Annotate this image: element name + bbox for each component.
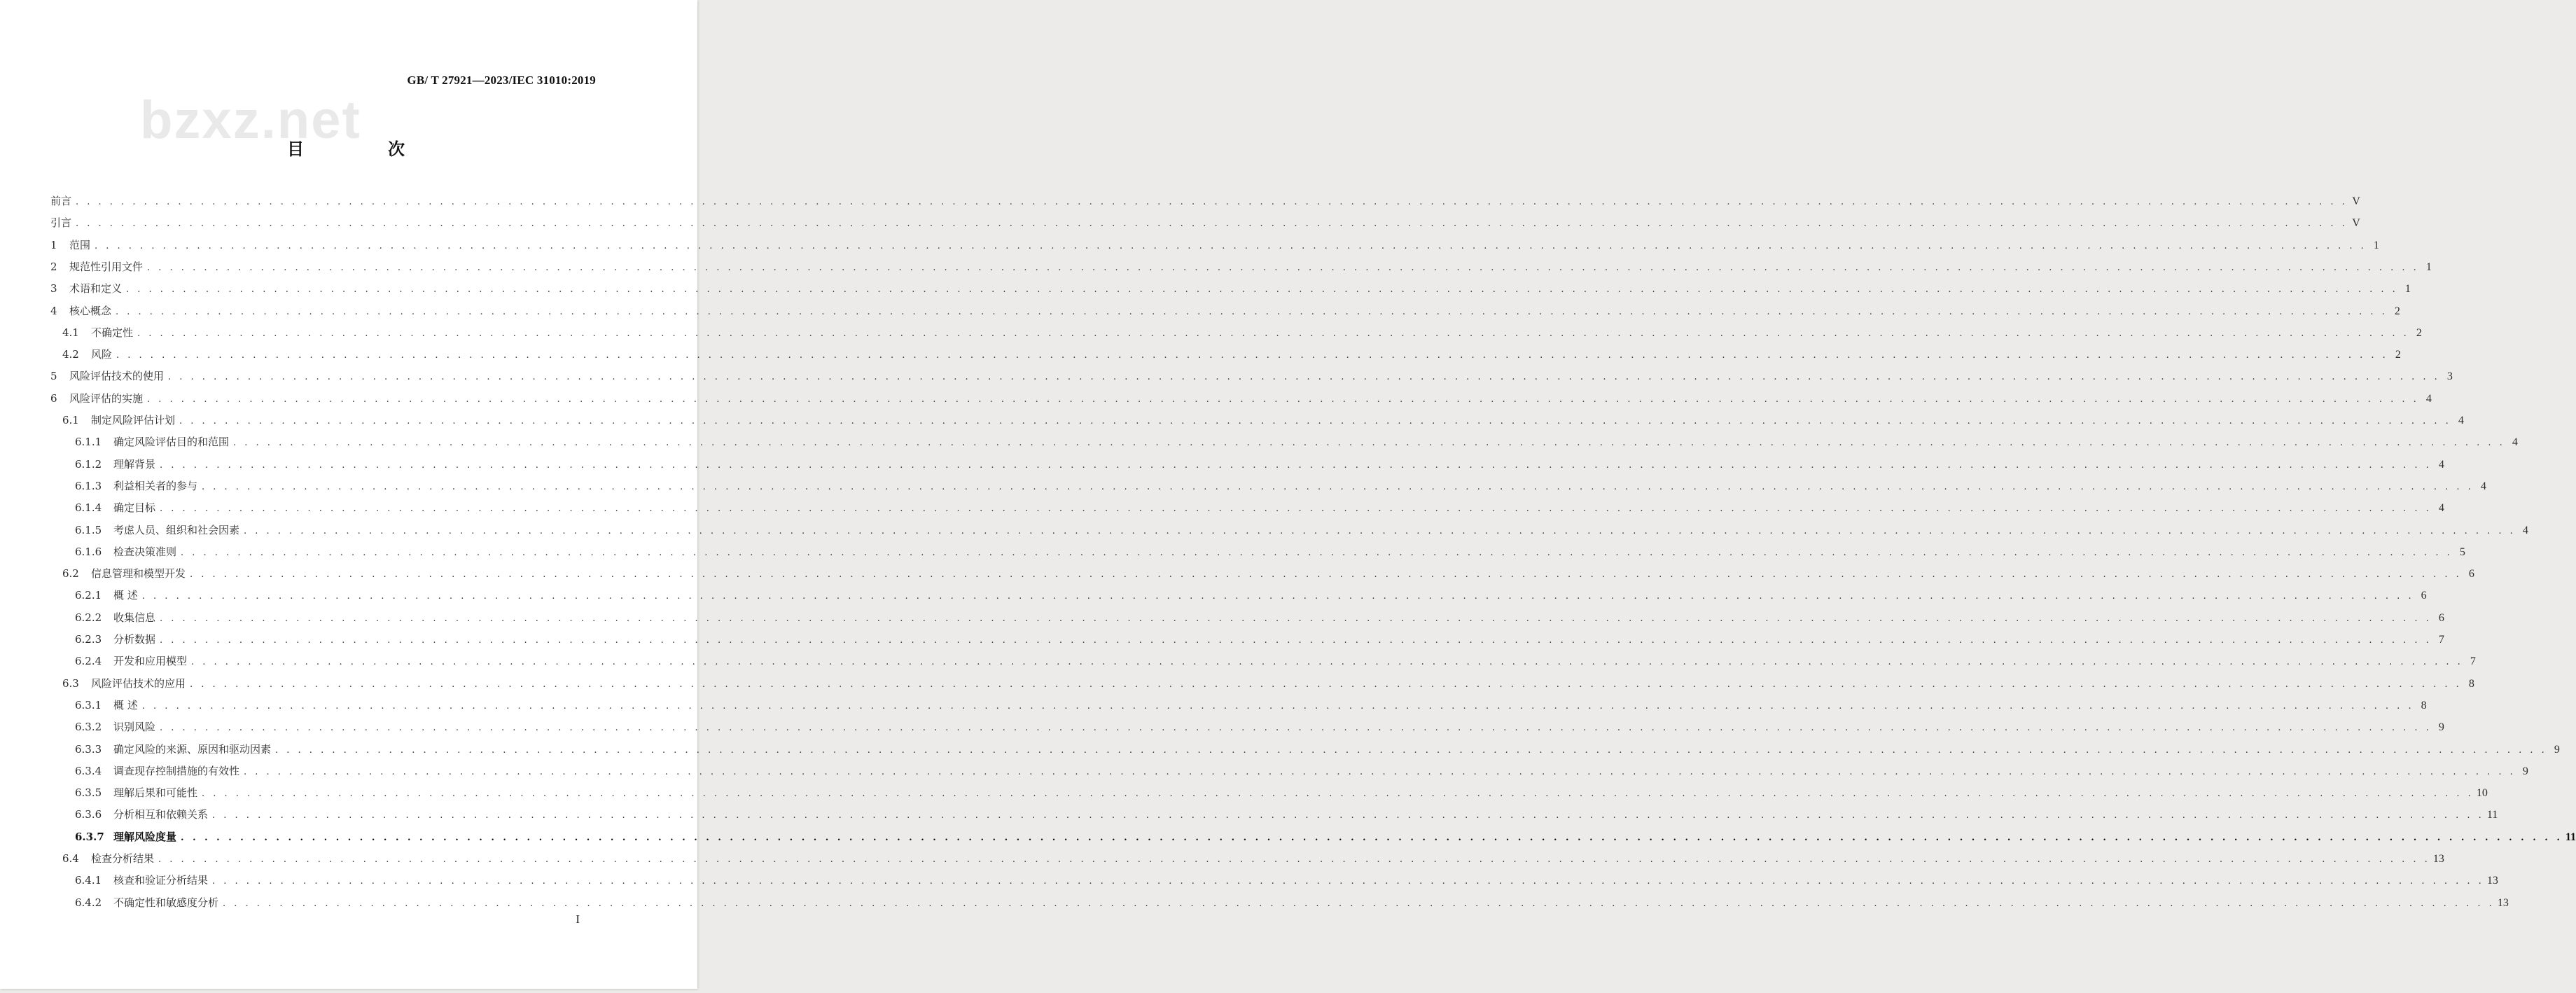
toc-entry-title: 确定风险评估目的和范围: [113, 436, 230, 449]
toc-entry-page: 2: [2395, 349, 2401, 361]
toc-entry-page: 13: [2486, 875, 2498, 887]
toc-dot-leader: . . . . . . . . . . . . . . . . . . . . . . . . . . . . . . . . . . . . . . . . . . . . . . . . . . . . . . . . . . . . . . . . . . . . . . . . . . . . . . . . . . . . . . . . . . . . . . . . . . . . . . . . . . . . . . . . . . . . . . . . . . . . . . . . . . . . . . . . . . . . . . . . . . . . . . . . . . . . . . . . . . . . . . . . . . . . . . . . . . . . . . . . . . . . . . . . . . . . . . . .: [244, 525, 2516, 536]
toc-dot-leader: . . . . . . . . . . . . . . . . . . . . . . . . . . . . . . . . . . . . . . . . . . . . . . . . . . . . . . . . . . . . . . . . . . . . . . . . . . . . . . . . . . . . . . . . . . . . . . . . . . . . . . . . . . . . . . . . . . . . . . . . . . . . . . . . . . . . . . . . . . . . . . . . . . . . . . . . . . . . . . . . . . . . . . . . . . . . . . . . . . . . . . . . . . . . . . . . . . . . . . . .: [223, 898, 2495, 909]
toc-entry-page: 7: [2470, 655, 2476, 668]
toc-entry[interactable]: [75, 497, 2444, 518]
toc-dot-leader: . . . . . . . . . . . . . . . . . . . . . . . . . . . . . . . . . . . . . . . . . . . . . . . . . . . . . . . . . . . . . . . . . . . . . . . . . . . . . . . . . . . . . . . . . . . . . . . . . . . . . . . . . . . . . . . . . . . . . . . . . . . . . . . . . . . . . . . . . . . . . . . . . . . . . . . . . . . . . . . . . . . . . . . . . . . . . . . . . . . . . . . . . . . . . . . . . . . . . . . .: [212, 810, 2484, 821]
toc-entry-number: 6.1.6: [75, 545, 102, 558]
toc-entry-number: 5: [50, 370, 57, 383]
toc-dot-leader: . . . . . . . . . . . . . . . . . . . . . . . . . . . . . . . . . . . . . . . . . . . . . . . . . . . . . . . . . . . . . . . . . . . . . . . . . . . . . . . . . . . . . . . . . . . . . . . . . . . . . . . . . . . . . . . . . . . . . . . . . . . . . . . . . . . . . . . . . . . . . . . . . . . . . . . . . . . . . . . . . . . . . . . . . . . . . . . . . . . . . . . . . . . . . . . . . . . . . . . .: [76, 197, 2348, 207]
toc-entry-page: 4: [2458, 415, 2464, 426]
toc-entry[interactable]: [75, 475, 2486, 496]
toc-entry-number: 6.1.1: [75, 436, 102, 449]
toc-entry[interactable]: [75, 454, 2444, 475]
toc-dot-leader: . . . . . . . . . . . . . . . . . . . . . . . . . . . . . . . . . . . . . . . . . . . . . . . . . . . . . . . . . . . . . . . . . . . . . . . . . . . . . . . . . . . . . . . . . . . . . . . . . . . . . . . . . . . . . . . . . . . . . . . . . . . . . . . . . . . . . . . . . . . . . . . . . . . . . . . . . . . . . . . . . . . . . . . . . . . . . . . . . . . . . . . . . . . . . . . . . . . . . . . .: [202, 789, 2474, 800]
toc-entry-title: 确定目标: [113, 501, 156, 515]
toc-dot-leader: . . . . . . . . . . . . . . . . . . . . . . . . . . . . . . . . . . . . . . . . . . . . . . . . . . . . . . . . . . . . . . . . . . . . . . . . . . . . . . . . . . . . . . . . . . . . . . . . . . . . . . . . . . . . . . . . . . . . . . . . . . . . . . . . . . . . . . . . . . . . . . . . . . . . . . . . . . . . . . . . . . . . . . . . . . . . . . . . . . . . . . . . . . . . . . . . . . . . . . . .: [275, 744, 2547, 756]
toc-entry-number: 6.3: [62, 676, 79, 690]
toc-entry-number: 6.4: [62, 852, 79, 865]
toc-entry-title: 风险评估技术的应用: [91, 676, 186, 690]
toc-entry-number: 6: [50, 391, 57, 405]
toc-entry-page: 1: [2425, 261, 2432, 273]
toc-entry-number: 6.2.2: [75, 611, 102, 624]
toc-entry-title: 概 述: [113, 589, 138, 602]
toc-entry-number: 6.1.5: [75, 523, 102, 536]
toc-entry[interactable]: [75, 826, 2576, 847]
toc-entry-number: 3: [50, 282, 57, 296]
toc-dot-leader: . . . . . . . . . . . . . . . . . . . . . . . . . . . . . . . . . . . . . . . . . . . . . . . . . . . . . . . . . . . . . . . . . . . . . . . . . . . . . . . . . . . . . . . . . . . . . . . . . . . . . . . . . . . . . . . . . . . . . . . . . . . . . . . . . . . . . . . . . . . . . . . . . . . . . . . . . . . . . . . . . . . . . . . . . . . . . . . . . . . . . . . . . . . . . . . . . . . . . . . .: [160, 635, 2432, 646]
toc-entry-page: 4: [2480, 480, 2486, 492]
watermark: bzxz.net: [140, 90, 361, 150]
toc-entry-title: 核查和验证分析结果: [113, 874, 209, 887]
toc-dot-leader: . . . . . . . . . . . . . . . . . . . . . . . . . . . . . . . . . . . . . . . . . . . . . . . . . . . . . . . . . . . . . . . . . . . . . . . . . . . . . . . . . . . . . . . . . . . . . . . . . . . . . . . . . . . . . . . . . . . . . . . . . . . . . . . . . . . . . . . . . . . . . . . . . . . . . . . . . . . . . . . . . . . . . . . . . . . . . . . . . . . . . . . . . . . . . . . . . . . . . . . .: [202, 481, 2474, 492]
toc-entry-number: 6.2.3: [75, 633, 102, 646]
toc-entry[interactable]: [62, 673, 2474, 694]
toc-entry[interactable]: [50, 190, 2360, 211]
toc-entry-title: 检查分析结果: [91, 852, 155, 865]
toc-entry-title: 术语和定义: [69, 282, 123, 296]
toc-entry-title: 前言: [50, 195, 72, 207]
toc-entry[interactable]: [50, 366, 2453, 387]
toc-entry-page: 1: [2373, 239, 2379, 251]
toc-entry-page: 6: [2421, 590, 2427, 602]
toc-entry-page: 4: [2522, 524, 2528, 536]
toc-entry-title: 确定风险的来源、原因和驱动因素: [113, 742, 272, 756]
toc-entry-page: 9: [2438, 721, 2444, 734]
toc-dot-leader: . . . . . . . . . . . . . . . . . . . . . . . . . . . . . . . . . . . . . . . . . . . . . . . . . . . . . . . . . . . . . . . . . . . . . . . . . . . . . . . . . . . . . . . . . . . . . . . . . . . . . . . . . . . . . . . . . . . . . . . . . . . . . . . . . . . . . . . . . . . . . . . . . . . . . . . . . . . . . . . . . . . . . . . . . . . . . . . . . . . . . . . . . . . . . . . . . . . . . . . .: [233, 438, 2505, 449]
toc-entry-number: 6.3.7: [75, 830, 104, 843]
toc-entry-title: 分析相互和依赖关系: [113, 808, 209, 821]
toc-entry-title: 风险评估的实施: [69, 391, 144, 405]
toc-entry-page: 4: [2425, 392, 2432, 405]
toc-entry-number: 6.3.3: [75, 742, 102, 756]
toc-entry[interactable]: [75, 695, 2427, 716]
toc-entry[interactable]: [75, 431, 2518, 452]
toc-entry[interactable]: [75, 585, 2427, 606]
toc-entry-page: 8: [2468, 677, 2474, 690]
toc-entry-page: 13: [2497, 896, 2509, 909]
toc-entry-page: 13: [2432, 853, 2444, 865]
toc-entry-page: 4: [2512, 436, 2518, 449]
toc-entry-page: 6: [2468, 568, 2474, 581]
toc-entry-title: 收集信息: [113, 611, 156, 624]
toc-dot-leader: . . . . . . . . . . . . . . . . . . . . . . . . . . . . . . . . . . . . . . . . . . . . . . . . . . . . . . . . . . . . . . . . . . . . . . . . . . . . . . . . . . . . . . . . . . . . . . . . . . . . . . . . . . . . . . . . . . . . . . . . . . . . . . . . . . . . . . . . . . . . . . . . . . . . . . . . . . . . . . . . . . . . . . . . . . . . . . . . . . . . . . . . . . . . . . . . . . . . . . . .: [244, 766, 2516, 777]
toc-entry[interactable]: [75, 520, 2528, 541]
toc-entry[interactable]: [62, 563, 2474, 584]
toc-entry-page: 11: [2486, 809, 2498, 821]
toc-entry[interactable]: [75, 870, 2498, 891]
toc-dot-leader: . . . . . . . . . . . . . . . . . . . . . . . . . . . . . . . . . . . . . . . . . . . . . . . . . . . . . . . . . . . . . . . . . . . . . . . . . . . . . . . . . . . . . . . . . . . . . . . . . . . . . . . . . . . . . . . . . . . . . . . . . . . . . . . . . . . . . . . . . . . . . . . . . . . . . . . . . . . . . . . . . . . . . . . . . . . . . . . . . . . . . . . . . . . . . . . . . . . . . . . .: [160, 504, 2432, 515]
toc-entry[interactable]: [75, 716, 2444, 737]
toc-entry-number: 6.2: [62, 567, 79, 581]
toc-entry-page: 4: [2438, 458, 2444, 471]
toc-dot-leader: . . . . . . . . . . . . . . . . . . . . . . . . . . . . . . . . . . . . . . . . . . . . . . . . . . . . . . . . . . . . . . . . . . . . . . . . . . . . . . . . . . . . . . . . . . . . . . . . . . . . . . . . . . . . . . . . . . . . . . . . . . . . . . . . . . . . . . . . . . . . . . . . . . . . . . . . . . . . . . . . . . . . . . . . . . . . . . . . . . . . . . . . . . . . . . . . . . . . . . . .: [160, 459, 2432, 471]
toc-entry-number: 6.1.4: [75, 501, 102, 515]
toc-entry[interactable]: [62, 848, 2444, 869]
toc-entry-title: 理解风险度量: [113, 830, 177, 843]
toc-entry-page: 6: [2438, 611, 2444, 624]
toc-entry-title: 不确定性和敏感度分析: [113, 896, 219, 909]
toc-entry-title: 理解背景: [113, 457, 156, 471]
toc-entry-page: V: [2352, 217, 2360, 230]
toc-entry-title: 核心概念: [69, 304, 112, 317]
toc-dot-leader: . . . . . . . . . . . . . . . . . . . . . . . . . . . . . . . . . . . . . . . . . . . . . . . . . . . . . . . . . . . . . . . . . . . . . . . . . . . . . . . . . . . . . . . . . . . . . . . . . . . . . . . . . . . . . . . . . . . . . . . . . . . . . . . . . . . . . . . . . . . . . . . . . . . . . . . . . . . . . . . . . . . . . . . . . . . . . . . . . . . . . . . . . . . . . . . . . . . . . . . .: [191, 657, 2463, 668]
toc-dot-leader: . . . . . . . . . . . . . . . . . . . . . . . . . . . . . . . . . . . . . . . . . . . . . . . . . . . . . . . . . . . . . . . . . . . . . . . . . . . . . . . . . . . . . . . . . . . . . . . . . . . . . . . . . . . . . . . . . . . . . . . . . . . . . . . . . . . . . . . . . . . . . . . . . . . . . . . . . . . . . . . . . . . . . . . . . . . . . . . . . . . . . . . . . . . . . . . . . . . . . . . .: [212, 876, 2484, 887]
toc-dot-leader: . . . . . . . . . . . . . . . . . . . . . . . . . . . . . . . . . . . . . . . . . . . . . . . . . . . . . . . . . . . . . . . . . . . . . . . . . . . . . . . . . . . . . . . . . . . . . . . . . . . . . . . . . . . . . . . . . . . . . . . . . . . . . . . . . . . . . . . . . . . . . . . . . . . . . . . . . . . . . . . . . . . . . . . . . . . . . . . . . . . . . . . . . . . . . . . . . . . . . . . .: [158, 854, 2430, 865]
toc-entry-page: 4: [2438, 502, 2444, 515]
toc-entry[interactable]: [62, 344, 2401, 365]
toc-dot-leader: . . . . . . . . . . . . . . . . . . . . . . . . . . . . . . . . . . . . . . . . . . . . . . . . . . . . . . . . . . . . . . . . . . . . . . . . . . . . . . . . . . . . . . . . . . . . . . . . . . . . . . . . . . . . . . . . . . . . . . . . . . . . . . . . . . . . . . . . . . . . . . . . . . . . . . . . . . . . . . . . . . . . . . . . . . . . . . . . . . . . . . . . . . . . . . . . . . . . . . . .: [190, 679, 2462, 690]
toc-entry-page: 5: [2459, 546, 2465, 558]
toc-entry[interactable]: [75, 761, 2528, 782]
toc-entry[interactable]: [75, 629, 2444, 650]
toc-entry-title: 概 述: [113, 698, 138, 711]
toc-entry-title: 制定风险评估计划: [91, 414, 176, 426]
toc-entry-number: 6.2.1: [75, 589, 102, 602]
toc-entry-title: 开发和应用模型: [113, 655, 188, 668]
toc-entry[interactable]: [50, 212, 2360, 233]
standard-number: GB/ T 27921—2023/IEC 31010:2019: [407, 74, 596, 87]
toc-entry[interactable]: [62, 410, 2464, 431]
toc-entry-title: 引言: [50, 216, 72, 230]
toc-entry-number: 2: [50, 260, 57, 273]
toc-dot-leader: . . . . . . . . . . . . . . . . . . . . . . . . . . . . . . . . . . . . . . . . . . . . . . . . . . . . . . . . . . . . . . . . . . . . . . . . . . . . . . . . . . . . . . . . . . . . . . . . . . . . . . . . . . . . . . . . . . . . . . . . . . . . . . . . . . . . . . . . . . . . . . . . . . . . . . . . . . . . . . . . . . . . . . . . . . . . . . . . . . . . . . . . . . . . . . . . . . . . . . . .: [147, 262, 2419, 273]
toc-entry[interactable]: [75, 607, 2444, 628]
toc-entry-number: 6.2.4: [75, 655, 102, 668]
toc-entry-number: 6.3.2: [75, 721, 102, 734]
page-number: I: [576, 912, 580, 926]
toc-entry-title: 检查决策准则: [113, 545, 177, 558]
toc-entry-number: 4.1: [62, 326, 79, 339]
toc-entry[interactable]: [62, 322, 2422, 343]
toc-dot-leader: . . . . . . . . . . . . . . . . . . . . . . . . . . . . . . . . . . . . . . . . . . . . . . . . . . . . . . . . . . . . . . . . . . . . . . . . . . . . . . . . . . . . . . . . . . . . . . . . . . . . . . . . . . . . . . . . . . . . . . . . . . . . . . . . . . . . . . . . . . . . . . . . . . . . . . . . . . . . . . . . . . . . . . . . . . . . . . . . . . . . . . . . . . . . . . . . . . . . . . . .: [137, 328, 2409, 339]
toc-entry-title: 分析数据: [113, 633, 156, 646]
toc-dot-leader: . . . . . . . . . . . . . . . . . . . . . . . . . . . . . . . . . . . . . . . . . . . . . . . . . . . . . . . . . . . . . . . . . . . . . . . . . . . . . . . . . . . . . . . . . . . . . . . . . . . . . . . . . . . . . . . . . . . . . . . . . . . . . . . . . . . . . . . . . . . . . . . . . . . . . . . . . . . . . . . . . . . . . . . . . . . . . . . . . . . . . . . . . . . . . . . . . . . . . . . .: [95, 240, 2367, 251]
toc-entry-number: 6.1: [62, 414, 79, 426]
toc-entry-title: 利益相关者的参与: [113, 479, 198, 492]
toc-entry-number: 6.1.2: [75, 457, 102, 471]
toc-entry-number: 6.3.6: [75, 808, 102, 821]
toc-entry-page: 1: [2404, 283, 2411, 296]
toc-dot-leader: . . . . . . . . . . . . . . . . . . . . . . . . . . . . . . . . . . . . . . . . . . . . . . . . . . . . . . . . . . . . . . . . . . . . . . . . . . . . . . . . . . . . . . . . . . . . . . . . . . . . . . . . . . . . . . . . . . . . . . . . . . . . . . . . . . . . . . . . . . . . . . . . . . . . . . . . . . . . . . . . . . . . . . . . . . . . . . . . . . . . . . . . . . . . . . . . . . . . . . . .: [168, 372, 2440, 383]
toc-dot-leader: . . . . . . . . . . . . . . . . . . . . . . . . . . . . . . . . . . . . . . . . . . . . . . . . . . . . . . . . . . . . . . . . . . . . . . . . . . . . . . . . . . . . . . . . . . . . . . . . . . . . . . . . . . . . . . . . . . . . . . . . . . . . . . . . . . . . . . . . . . . . . . . . . . . . . . . . . . . . . . . . . . . . . . . . . . . . . . . . . . . . . . . . . . . . . . . . . . . . . . . .: [190, 569, 2462, 581]
toc-entry-title: 识别风险: [113, 721, 156, 734]
toc-entry-number: 6.4.1: [75, 874, 102, 887]
toc-entry-page: 9: [2554, 743, 2560, 756]
toc-entry[interactable]: [75, 782, 2488, 803]
toc-entry-title: 风险评估技术的使用: [69, 370, 165, 383]
toc-entry-title: 信息管理和模型开发: [91, 567, 186, 581]
toc-entry-title: 不确定性: [91, 326, 134, 339]
toc-entry-number: 6.3.5: [75, 786, 102, 800]
toc-entry[interactable]: [75, 804, 2498, 825]
toc-entry-page: 11: [2565, 831, 2576, 843]
toc-dot-leader: . . . . . . . . . . . . . . . . . . . . . . . . . . . . . . . . . . . . . . . . . . . . . . . . . . . . . . . . . . . . . . . . . . . . . . . . . . . . . . . . . . . . . . . . . . . . . . . . . . . . . . . . . . . . . . . . . . . . . . . . . . . . . . . . . . . . . . . . . . . . . . . . . . . . . . . . . . . . . . . . . . . . . . . . . . . . . . . . . . . . . . . . . . . . . . . . . . . . . . . .: [160, 613, 2432, 624]
toc-entry-title: 范围: [69, 238, 91, 251]
toc-entry[interactable]: [50, 278, 2411, 299]
toc-entry[interactable]: [50, 256, 2432, 277]
toc-dot-leader: . . . . . . . . . . . . . . . . . . . . . . . . . . . . . . . . . . . . . . . . . . . . . . . . . . . . . . . . . . . . . . . . . . . . . . . . . . . . . . . . . . . . . . . . . . . . . . . . . . . . . . . . . . . . . . . . . . . . . . . . . . . . . . . . . . . . . . . . . . . . . . . . . . . . . . . . . . . . . . . . . . . . . . . . . . . . . . . . . . . . . . . . . . . . . . . . . . . . . . . .: [179, 416, 2451, 426]
page-title: 目 次: [287, 139, 438, 159]
toc-dot-leader: . . . . . . . . . . . . . . . . . . . . . . . . . . . . . . . . . . . . . . . . . . . . . . . . . . . . . . . . . . . . . . . . . . . . . . . . . . . . . . . . . . . . . . . . . . . . . . . . . . . . . . . . . . . . . . . . . . . . . . . . . . . . . . . . . . . . . . . . . . . . . . . . . . . . . . . . . . . . . . . . . . . . . . . . . . . . . . . . . . . . . . . . . . . . . . . . . . . . . . . .: [181, 547, 2453, 558]
toc-entry[interactable]: [50, 388, 2432, 409]
toc-dot-leader: . . . . . . . . . . . . . . . . . . . . . . . . . . . . . . . . . . . . . . . . . . . . . . . . . . . . . . . . . . . . . . . . . . . . . . . . . . . . . . . . . . . . . . . . . . . . . . . . . . . . . . . . . . . . . . . . . . . . . . . . . . . . . . . . . . . . . . . . . . . . . . . . . . . . . . . . . . . . . . . . . . . . . . . . . . . . . . . . . . . . . . . . . . . . . . . . . . . . . . . .: [141, 591, 2414, 602]
toc-entry-title: 理解后果和可能性: [113, 786, 198, 800]
toc-dot-leader: . . . . . . . . . . . . . . . . . . . . . . . . . . . . . . . . . . . . . . . . . . . . . . . . . . . . . . . . . . . . . . . . . . . . . . . . . . . . . . . . . . . . . . . . . . . . . . . . . . . . . . . . . . . . . . . . . . . . . . . . . . . . . . . . . . . . . . . . . . . . . . . . . . . . . . . . . . . . . . . . . . . . . . . . . . . . . . . . . . . . . . . . . . . . . . . . . . . . . . . .: [126, 284, 2398, 296]
toc-entry-title: 调查现存控制措施的有效性: [113, 764, 240, 777]
toc-entry-page: 2: [2416, 326, 2422, 339]
toc-entry-page: 2: [2394, 305, 2400, 317]
toc-entry-title: 规范性引用文件: [69, 260, 144, 273]
toc-dot-leader: . . . . . . . . . . . . . . . . . . . . . . . . . . . . . . . . . . . . . . . . . . . . . . . . . . . . . . . . . . . . . . . . . . . . . . . . . . . . . . . . . . . . . . . . . . . . . . . . . . . . . . . . . . . . . . . . . . . . . . . . . . . . . . . . . . . . . . . . . . . . . . . . . . . . . . . . . . . . . . . . . . . . . . . . . . . . . . . . . . . . . . . . . . . . . . . . . . . . . . . .: [147, 394, 2419, 405]
toc-dot-leader: . . . . . . . . . . . . . . . . . . . . . . . . . . . . . . . . . . . . . . . . . . . . . . . . . . . . . . . . . . . . . . . . . . . . . . . . . . . . . . . . . . . . . . . . . . . . . . . . . . . . . . . . . . . . . . . . . . . . . . . . . . . . . . . . . . . . . . . . . . . . . . . . . . . . . . . . . . . . . . . . . . . . . . . . . . . . . . . . . . . . . . . . . . . . . . . . . . . . . . . .: [141, 700, 2414, 711]
toc-entry-number: 6.3.4: [75, 764, 102, 777]
toc-entry-number: 4: [50, 304, 57, 317]
toc-entry[interactable]: [50, 300, 2400, 321]
toc-entry-number: 6.1.3: [75, 479, 102, 492]
toc-entry-title: 考虑人员、组织和社会因素: [113, 523, 240, 536]
toc-dot-leader: . . . . . . . . . . . . . . . . . . . . . . . . . . . . . . . . . . . . . . . . . . . . . . . . . . . . . . . . . . . . . . . . . . . . . . . . . . . . . . . . . . . . . . . . . . . . . . . . . . . . . . . . . . . . . . . . . . . . . . . . . . . . . . . . . . . . . . . . . . . . . . . . . . . . . . . . . . . . . . . . . . . . . . . . . . . . . . . . . . . . . . . . . . . . . . . . . . . . . . . .: [181, 832, 2563, 843]
toc-entry-title: 风险: [91, 348, 113, 361]
toc-entry-number: 1: [50, 238, 57, 251]
toc-entry-page: V: [2352, 195, 2360, 207]
toc-entry[interactable]: [75, 892, 2509, 913]
toc-dot-leader: . . . . . . . . . . . . . . . . . . . . . . . . . . . . . . . . . . . . . . . . . . . . . . . . . . . . . . . . . . . . . . . . . . . . . . . . . . . . . . . . . . . . . . . . . . . . . . . . . . . . . . . . . . . . . . . . . . . . . . . . . . . . . . . . . . . . . . . . . . . . . . . . . . . . . . . . . . . . . . . . . . . . . . . . . . . . . . . . . . . . . . . . . . . . . . . . . . . . . . . .: [116, 306, 2388, 317]
toc-entry[interactable]: [75, 541, 2465, 562]
toc-entry-page: 8: [2421, 699, 2427, 711]
toc-entry-number: 6.3.1: [75, 698, 102, 711]
toc-entry-page: 7: [2438, 634, 2444, 646]
toc-entry-number: 4.2: [62, 348, 79, 361]
toc-entry[interactable]: [75, 739, 2560, 760]
toc-entry-page: 3: [2446, 370, 2453, 383]
toc-entry-page: 9: [2522, 765, 2528, 777]
toc-entry[interactable]: [75, 651, 2476, 672]
toc-entry[interactable]: [50, 235, 2379, 256]
toc-dot-leader: . . . . . . . . . . . . . . . . . . . . . . . . . . . . . . . . . . . . . . . . . . . . . . . . . . . . . . . . . . . . . . . . . . . . . . . . . . . . . . . . . . . . . . . . . . . . . . . . . . . . . . . . . . . . . . . . . . . . . . . . . . . . . . . . . . . . . . . . . . . . . . . . . . . . . . . . . . . . . . . . . . . . . . . . . . . . . . . . . . . . . . . . . . . . . . . . . . . . . . . .: [76, 218, 2348, 230]
toc-dot-leader: . . . . . . . . . . . . . . . . . . . . . . . . . . . . . . . . . . . . . . . . . . . . . . . . . . . . . . . . . . . . . . . . . . . . . . . . . . . . . . . . . . . . . . . . . . . . . . . . . . . . . . . . . . . . . . . . . . . . . . . . . . . . . . . . . . . . . . . . . . . . . . . . . . . . . . . . . . . . . . . . . . . . . . . . . . . . . . . . . . . . . . . . . . . . . . . . . . . . . . . .: [160, 723, 2432, 734]
toc-entry-number: 6.4.2: [75, 896, 102, 909]
toc-dot-leader: . . . . . . . . . . . . . . . . . . . . . . . . . . . . . . . . . . . . . . . . . . . . . . . . . . . . . . . . . . . . . . . . . . . . . . . . . . . . . . . . . . . . . . . . . . . . . . . . . . . . . . . . . . . . . . . . . . . . . . . . . . . . . . . . . . . . . . . . . . . . . . . . . . . . . . . . . . . . . . . . . . . . . . . . . . . . . . . . . . . . . . . . . . . . . . . . . . . . . . . .: [116, 350, 2388, 361]
toc-entry-page: 10: [2476, 787, 2488, 800]
